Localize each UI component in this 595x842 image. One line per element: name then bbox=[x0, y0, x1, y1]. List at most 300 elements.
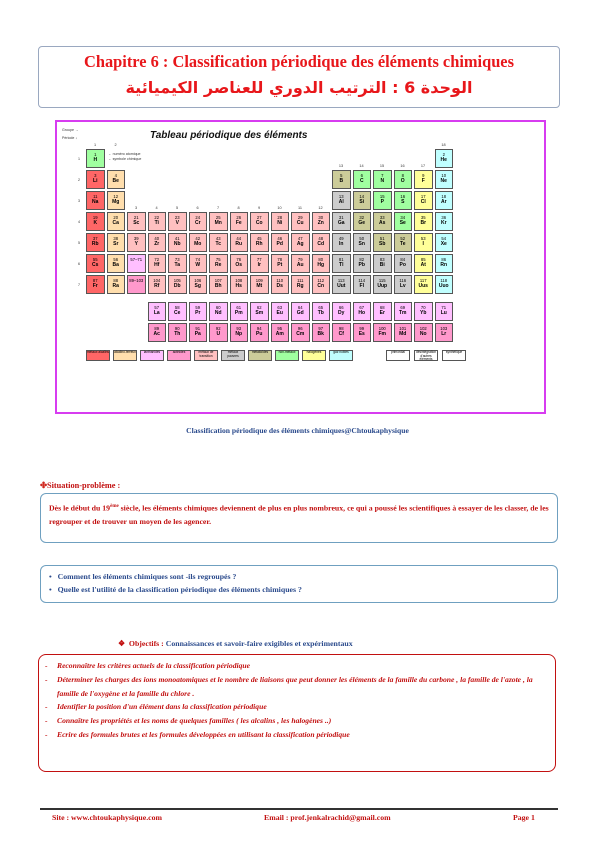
atomic-number: 25 bbox=[215, 215, 221, 220]
questions-box bbox=[40, 565, 558, 603]
element-symbol: H bbox=[93, 156, 98, 163]
atomic-number: 116 bbox=[399, 278, 407, 283]
atomic-number: 56 bbox=[113, 257, 119, 262]
element-symbol: Ba bbox=[112, 261, 119, 268]
element-symbol: Ni bbox=[277, 219, 283, 226]
legend-item: métaux de transition bbox=[194, 350, 218, 361]
element-symbol: Mg bbox=[112, 198, 120, 205]
atomic-number: 24 bbox=[195, 215, 201, 220]
legend-item: alcalino-terreux bbox=[113, 350, 137, 361]
atomic-number: 45 bbox=[256, 236, 262, 241]
element-symbol: Be bbox=[112, 177, 119, 184]
actinide-cell bbox=[230, 323, 249, 342]
element-cell bbox=[414, 275, 433, 294]
element-cell bbox=[250, 233, 269, 252]
atomic-number: 30 bbox=[318, 215, 324, 220]
atomic-number: 15 bbox=[379, 194, 385, 199]
atomic-number: 67 bbox=[359, 305, 365, 310]
element-symbol: Ir bbox=[257, 261, 261, 268]
atomic-number: 70 bbox=[420, 305, 426, 310]
period-number: 5 bbox=[78, 241, 80, 245]
atomic-number: 57–71 bbox=[130, 257, 143, 262]
group-number: 17 bbox=[420, 164, 426, 168]
situation-heading-label: Situation-problème : bbox=[46, 481, 121, 490]
element-symbol: Uus bbox=[418, 282, 428, 289]
element-cell bbox=[86, 254, 105, 273]
actinide-cell bbox=[168, 323, 187, 342]
element-symbol: Yb bbox=[420, 309, 427, 316]
element-cell bbox=[271, 254, 290, 273]
element-cell bbox=[291, 275, 310, 294]
element-cell bbox=[107, 212, 126, 231]
element-symbol: Cu bbox=[296, 219, 304, 226]
lanthanide-cell bbox=[230, 302, 249, 321]
element-symbol: Ta bbox=[174, 261, 180, 268]
legend-item: actinides bbox=[167, 350, 191, 361]
element-cell bbox=[107, 191, 126, 210]
element-cell bbox=[332, 170, 351, 189]
element-symbol: Ag bbox=[296, 240, 304, 247]
element-cell bbox=[271, 275, 290, 294]
element-cell bbox=[435, 233, 454, 252]
atomic-number: 92 bbox=[215, 326, 221, 331]
element-symbol: Bh bbox=[214, 282, 222, 289]
lanthanide-cell bbox=[353, 302, 372, 321]
element-cell bbox=[414, 254, 433, 273]
element-cell bbox=[414, 233, 433, 252]
period-axis-label: Période ↓ bbox=[62, 136, 78, 140]
element-symbol: Eu bbox=[276, 309, 283, 316]
question-item: • Quelle est l'utilité de la classification périodique des éléments chimiques ? bbox=[49, 584, 302, 594]
group-number: 5 bbox=[175, 206, 179, 210]
element-symbol: Kr bbox=[440, 219, 447, 226]
atomic-number: 18 bbox=[441, 194, 447, 199]
element-symbol: B bbox=[339, 177, 344, 184]
atomic-number: 93 bbox=[236, 326, 242, 331]
element-symbol: As bbox=[379, 219, 386, 226]
atomic-number: 52 bbox=[400, 236, 406, 241]
atomic-number: 102 bbox=[419, 326, 427, 331]
atomic-number: 113 bbox=[337, 278, 345, 283]
lanthanide-cell bbox=[271, 302, 290, 321]
period-number: 7 bbox=[78, 283, 80, 287]
atomic-number: 54 bbox=[441, 236, 447, 241]
element-cell bbox=[250, 275, 269, 294]
atomic-number: 49 bbox=[338, 236, 344, 241]
objectives-heading bbox=[118, 639, 353, 648]
legend-item: halogènes bbox=[302, 350, 326, 361]
element-symbol: At bbox=[420, 261, 426, 268]
element-symbol: Rg bbox=[296, 282, 304, 289]
element-symbol: Zr bbox=[154, 240, 160, 247]
element-symbol: No bbox=[419, 330, 427, 337]
element-symbol: Zn bbox=[317, 219, 324, 226]
actinide-cell bbox=[394, 323, 413, 342]
period-number: 4 bbox=[78, 220, 80, 224]
element-cell bbox=[353, 170, 372, 189]
actinide-cell bbox=[353, 323, 372, 342]
element-symbol: Pd bbox=[276, 240, 283, 247]
legend-item: lanthanides bbox=[140, 350, 164, 361]
legend-item: métalloïdes bbox=[248, 350, 272, 361]
element-cell bbox=[127, 254, 146, 273]
element-cell bbox=[291, 233, 310, 252]
element-symbol: Pr bbox=[195, 309, 201, 316]
element-symbol: Bi bbox=[379, 261, 385, 268]
atomic-number: 46 bbox=[277, 236, 283, 241]
atomic-number: 100 bbox=[378, 326, 386, 331]
element-symbol: Os bbox=[235, 261, 243, 268]
element-symbol: Hg bbox=[317, 261, 325, 268]
atomic-number: 6 bbox=[360, 173, 363, 178]
element-cell bbox=[312, 254, 331, 273]
element-symbol: Te bbox=[400, 240, 406, 247]
atomic-number: 11 bbox=[93, 194, 98, 199]
atomic-number: 77 bbox=[256, 257, 262, 262]
element-symbol: V bbox=[175, 219, 179, 226]
atomic-number: 105 bbox=[173, 278, 181, 283]
atomic-number: 21 bbox=[133, 215, 139, 220]
actinide-cell bbox=[148, 323, 167, 342]
element-symbol: Ac bbox=[153, 330, 160, 337]
situation-heading bbox=[40, 480, 120, 490]
lanthanide-cell bbox=[291, 302, 310, 321]
objectives-label: Objectifs : bbox=[128, 639, 164, 648]
atomic-number: 61 bbox=[236, 305, 242, 310]
element-cell bbox=[209, 275, 228, 294]
atomic-number: 4 bbox=[114, 173, 117, 178]
element-cell bbox=[168, 233, 187, 252]
atomic-number: 26 bbox=[236, 215, 242, 220]
atomic-number: 85 bbox=[420, 257, 426, 262]
atomic-number: 31 bbox=[338, 215, 344, 220]
atomic-number: 23 bbox=[174, 215, 180, 220]
element-symbol: Sg bbox=[194, 282, 201, 289]
element-cell bbox=[189, 233, 208, 252]
atomic-number: 32 bbox=[359, 215, 365, 220]
element-symbol: Cd bbox=[317, 240, 325, 247]
element-symbol: C bbox=[359, 177, 364, 184]
atomic-number: 65 bbox=[318, 305, 324, 310]
group-number: 4 bbox=[155, 206, 158, 210]
atomic-number: 19 bbox=[92, 215, 98, 220]
element-cell bbox=[189, 212, 208, 231]
atomic-number: 114 bbox=[358, 278, 366, 283]
element-cell bbox=[230, 275, 249, 294]
element-cell bbox=[394, 275, 413, 294]
element-cell bbox=[189, 275, 208, 294]
key-chemical-symbol: ← symbole chimique bbox=[108, 157, 142, 161]
group-number: 15 bbox=[379, 164, 385, 168]
atomic-number: 22 bbox=[154, 215, 160, 220]
atomic-number: 17 bbox=[420, 194, 426, 199]
element-symbol: Cm bbox=[296, 330, 305, 337]
actinide-cell bbox=[373, 323, 392, 342]
element-symbol: Br bbox=[420, 219, 427, 226]
lanthanide-cell bbox=[373, 302, 392, 321]
atomic-number: 97 bbox=[318, 326, 324, 331]
element-cell bbox=[86, 212, 105, 231]
element-symbol: Pa bbox=[194, 330, 201, 337]
element-symbol: Ce bbox=[174, 309, 181, 316]
footer-page-number: Page 1 bbox=[513, 813, 535, 822]
group-number: 10 bbox=[277, 206, 282, 210]
atomic-number: 50 bbox=[359, 236, 365, 241]
footer-email: Email : prof.jenkalrachid@gmail.com bbox=[264, 813, 391, 822]
group-number: 8 bbox=[237, 206, 240, 210]
lanthanide-cell bbox=[209, 302, 228, 321]
question-text: Quelle est l'utilité de la classification périodique des éléments chimiques ? bbox=[57, 584, 302, 594]
footer-site: Site : www.chtoukaphysique.com bbox=[52, 813, 163, 822]
objective-text: Identifier la position d'un élément dans la classification périodique bbox=[57, 702, 267, 712]
atomic-number: 106 bbox=[194, 278, 202, 283]
element-cell bbox=[312, 233, 331, 252]
element-symbol: Lv bbox=[399, 282, 406, 289]
atomic-number: 62 bbox=[256, 305, 262, 310]
element-symbol: Re bbox=[215, 261, 222, 268]
actinide-cell bbox=[189, 323, 208, 342]
atomic-number: 10 bbox=[441, 173, 447, 178]
atomic-number: 82 bbox=[359, 257, 365, 262]
element-cell bbox=[86, 233, 105, 252]
element-symbol: Si bbox=[359, 198, 365, 205]
atomic-number: 29 bbox=[297, 215, 303, 220]
atomic-number: 57 bbox=[154, 305, 160, 310]
group-number: 11 bbox=[298, 206, 302, 210]
atomic-number: 36 bbox=[441, 215, 447, 220]
legend-origin-item: primordial bbox=[386, 350, 410, 361]
element-cell bbox=[209, 212, 228, 231]
chapter-title-arabic: الوحدة 6 : الترتيب الدوري للعناصر الكيميائية bbox=[125, 78, 473, 97]
atomic-number: 95 bbox=[277, 326, 283, 331]
actinide-cell bbox=[271, 323, 290, 342]
atomic-number: 48 bbox=[318, 236, 324, 241]
element-symbol: S bbox=[401, 198, 405, 205]
atomic-number: 69 bbox=[400, 305, 406, 310]
atomic-number: 14 bbox=[359, 194, 365, 199]
element-symbol: Hs bbox=[235, 282, 242, 289]
atomic-number: 96 bbox=[297, 326, 303, 331]
atomic-number: 64 bbox=[297, 305, 303, 310]
element-symbol: Pb bbox=[358, 261, 365, 268]
element-symbol: Ge bbox=[358, 219, 366, 226]
group-number: 18 bbox=[441, 143, 446, 147]
element-cell bbox=[107, 233, 126, 252]
question-text: Comment les éléments chimiques sont -ils regroupés ? bbox=[57, 572, 237, 581]
lanthanide-cell bbox=[168, 302, 187, 321]
element-symbol: Nb bbox=[173, 240, 181, 247]
element-cell bbox=[86, 170, 105, 189]
element-cell bbox=[230, 233, 249, 252]
atomic-number: 1 bbox=[94, 152, 97, 157]
atomic-number: 41 bbox=[174, 236, 180, 241]
element-cell bbox=[373, 212, 392, 231]
legend-item: non-métaux bbox=[275, 350, 299, 361]
atomic-number: 63 bbox=[277, 305, 283, 310]
atomic-number: 38 bbox=[113, 236, 119, 241]
atomic-number: 90 bbox=[174, 326, 180, 331]
atomic-number: 8 bbox=[401, 173, 404, 178]
group-number: 6 bbox=[196, 206, 199, 210]
atomic-number: 44 bbox=[236, 236, 242, 241]
element-symbol: La bbox=[153, 309, 160, 316]
situation-box bbox=[40, 493, 558, 543]
element-cell bbox=[332, 254, 351, 273]
atomic-number: 80 bbox=[318, 257, 324, 262]
lanthanide-cell bbox=[250, 302, 269, 321]
element-cell bbox=[332, 212, 351, 231]
element-cell bbox=[332, 191, 351, 210]
atomic-number: 42 bbox=[195, 236, 201, 241]
atomic-number: 110 bbox=[276, 278, 284, 283]
actinide-cell bbox=[209, 323, 228, 342]
element-cell bbox=[435, 254, 454, 273]
element-symbol: Uup bbox=[377, 282, 388, 289]
element-cell bbox=[148, 212, 167, 231]
atomic-number: 107 bbox=[214, 278, 222, 283]
element-symbol: W bbox=[195, 261, 201, 268]
atomic-number: 39 bbox=[133, 236, 139, 241]
element-symbol: Se bbox=[399, 219, 406, 226]
legend-item: métaux alcalins bbox=[86, 350, 110, 361]
element-cell bbox=[394, 212, 413, 231]
atomic-number: 108 bbox=[235, 278, 243, 283]
objectives-box bbox=[38, 654, 556, 772]
element-cell bbox=[148, 254, 167, 273]
atomic-number: 103 bbox=[440, 326, 448, 331]
element-symbol: Cn bbox=[317, 282, 325, 289]
element-cell bbox=[291, 254, 310, 273]
atomic-number: 86 bbox=[441, 257, 447, 262]
period-number: 1 bbox=[78, 157, 80, 161]
element-symbol: Al bbox=[338, 198, 344, 205]
element-cell bbox=[127, 275, 146, 294]
atomic-number: 13 bbox=[338, 194, 344, 199]
atomic-number: 91 bbox=[195, 326, 201, 331]
legend-origin-item: désintégration d'autres éléments bbox=[415, 350, 437, 362]
atomic-number: 66 bbox=[338, 305, 344, 310]
element-cell bbox=[127, 233, 146, 252]
lanthanide-cell bbox=[312, 302, 331, 321]
atomic-number: 115 bbox=[378, 278, 386, 283]
element-symbol: Pm bbox=[234, 309, 243, 316]
actinide-cell bbox=[414, 323, 433, 342]
element-cell bbox=[107, 254, 126, 273]
element-symbol: Cr bbox=[194, 219, 201, 226]
element-symbol: Am bbox=[275, 330, 284, 337]
element-cell bbox=[394, 254, 413, 273]
objective-text: Déterminer les charges des ions monoatomiques et le nombre de liaisons que peut donner les éléments de la famille du carbone , la famille de l'azote , la famille de l'oxygène et la famille du chlore . bbox=[57, 674, 533, 698]
element-symbol: P bbox=[380, 198, 384, 205]
element-cell bbox=[414, 191, 433, 210]
element-symbol: Ne bbox=[440, 177, 447, 184]
objective-item: - Reconnaître les critères actuels de la classification périodique bbox=[45, 659, 549, 673]
atomic-number: 98 bbox=[338, 326, 344, 331]
element-cell bbox=[353, 212, 372, 231]
atomic-number: 72 bbox=[154, 257, 160, 262]
atomic-number: 5 bbox=[340, 173, 343, 178]
atomic-number: 84 bbox=[400, 257, 406, 262]
element-cell bbox=[373, 233, 392, 252]
atomic-number: 9 bbox=[422, 173, 425, 178]
element-symbol: O bbox=[400, 177, 405, 184]
element-cell bbox=[86, 191, 105, 210]
element-symbol: Ga bbox=[337, 219, 345, 226]
element-cell bbox=[189, 254, 208, 273]
element-cell bbox=[86, 275, 105, 294]
element-cell bbox=[414, 212, 433, 231]
actinide-cell bbox=[435, 323, 454, 342]
actinide-cell bbox=[291, 323, 310, 342]
element-cell bbox=[373, 191, 392, 210]
element-symbol: Cs bbox=[92, 261, 99, 268]
objective-item: - Identifier la position d'un élément dans la classification périodique bbox=[45, 700, 549, 714]
element-cell bbox=[394, 233, 413, 252]
objective-text: Connaître les propriétés et les noms de quelques familles ( les alcalins , les halogènes ..) bbox=[57, 716, 332, 726]
element-symbol: Md bbox=[399, 330, 407, 337]
lanthanide-cell bbox=[394, 302, 413, 321]
element-cell bbox=[332, 233, 351, 252]
atomic-number: 20 bbox=[113, 215, 119, 220]
question-item: • Comment les éléments chimiques sont -ils regroupés ? bbox=[49, 572, 237, 581]
element-symbol: Na bbox=[92, 198, 99, 205]
lanthanide-cell bbox=[189, 302, 208, 321]
objective-text: Reconnaître les critères actuels de la classification périodique bbox=[57, 661, 250, 670]
group-number: 9 bbox=[257, 206, 261, 210]
group-number: 12 bbox=[318, 206, 323, 210]
situation-text-start: Dès le début du 19 bbox=[49, 503, 111, 513]
group-number: 3 bbox=[134, 206, 138, 210]
atomic-number: 74 bbox=[195, 257, 201, 262]
element-cell bbox=[373, 254, 392, 273]
actinide-cell bbox=[312, 323, 331, 342]
element-symbol: Lu bbox=[440, 309, 447, 316]
element-symbol: Uuo bbox=[438, 282, 449, 289]
atomic-number: 53 bbox=[420, 236, 426, 241]
element-symbol: In bbox=[339, 240, 344, 247]
element-symbol: Ti bbox=[154, 219, 159, 226]
element-cell bbox=[435, 170, 454, 189]
element-symbol: U bbox=[216, 330, 221, 337]
atomic-number: 16 bbox=[400, 194, 406, 199]
atomic-number: 59 bbox=[195, 305, 201, 310]
atomic-number: 47 bbox=[297, 236, 303, 241]
element-symbol: Fe bbox=[235, 219, 242, 226]
element-cell bbox=[271, 212, 290, 231]
atomic-number: 112 bbox=[317, 278, 325, 283]
element-symbol: Fl bbox=[359, 282, 364, 289]
element-cell bbox=[209, 233, 228, 252]
atomic-number: 78 bbox=[277, 257, 283, 262]
situation-icon: ✤ bbox=[40, 481, 47, 490]
legend-item: métaux pauvres bbox=[221, 350, 245, 361]
group-number: 14 bbox=[359, 164, 364, 168]
element-symbol: Mn bbox=[214, 219, 222, 226]
element-symbol: Rf bbox=[154, 282, 160, 289]
objective-text: Ecrire des formules brutes et les formules développées en utilisant la classification périodique bbox=[57, 729, 350, 739]
period-number: 3 bbox=[78, 199, 80, 203]
atomic-number: 37 bbox=[92, 236, 98, 241]
element-cell bbox=[209, 254, 228, 273]
element-symbol: Nd bbox=[214, 309, 222, 316]
atomic-number: 83 bbox=[379, 257, 385, 262]
element-symbol: Li bbox=[93, 177, 98, 184]
atomic-number: 76 bbox=[236, 257, 242, 262]
atomic-number: 81 bbox=[338, 257, 344, 262]
element-symbol: K bbox=[93, 219, 98, 226]
element-symbol: N bbox=[380, 177, 385, 184]
element-cell bbox=[168, 275, 187, 294]
